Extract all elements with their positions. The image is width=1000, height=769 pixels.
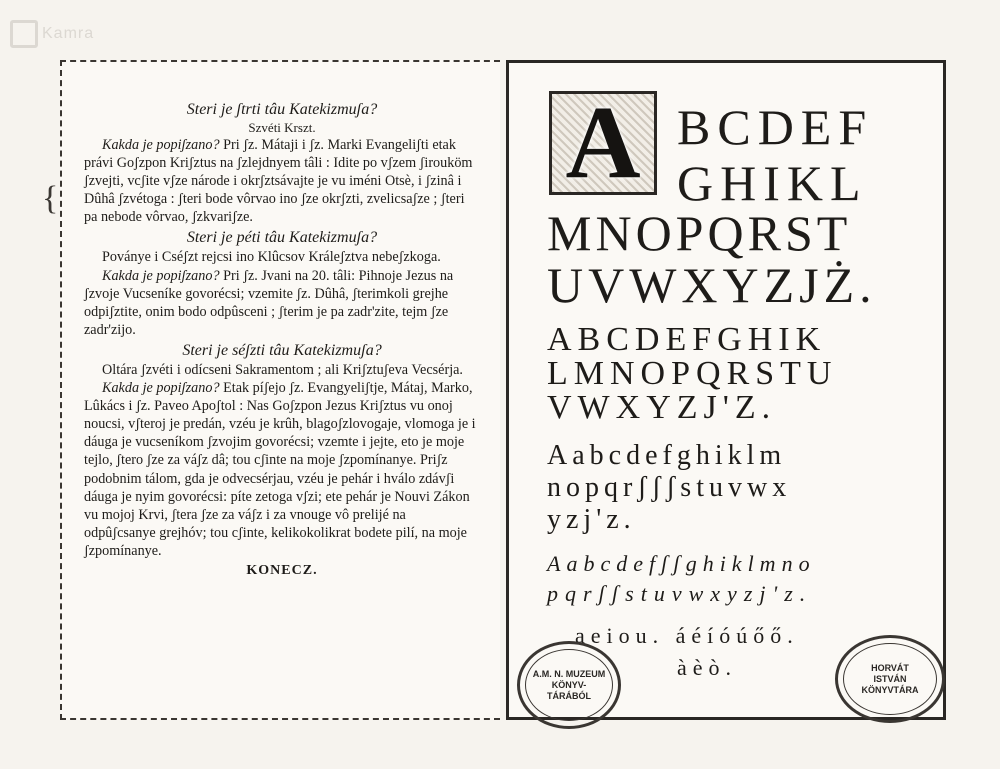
paragraph-text: Steri je séʃzti tâu Katekizmuʃa?	[182, 341, 382, 359]
stamp-line: HORVÁT	[871, 662, 909, 673]
paragraph-text: Pri ʃz. Mátaji i ʃz. Marki Evangeliʃti etak právi Goʃzpon Kriʃztus na ʃzlejdnyem tâli : Idite po vʃzem ʃirouköm ʃzvejti, vcʃite vʃze národe i okrʃztsávajte je vu iméni Otsè, i ʃzinâ i Dûhâ ʃzvétoga : ʃteri bode vôrvao ino ʃze okrʃzti, zvelicsaʃze ; ʃteri pa nebode vôrvao, ʃzkvariʃze.	[84, 137, 473, 226]
paragraph-text: Steri je ʃtrti tâu Katekizmuʃa?	[186, 101, 378, 118]
lower-roman-row-1: Aabcdefghiklm	[547, 440, 787, 471]
vowels-row-2: àèò.	[677, 655, 738, 680]
stamp-line: A.M. N. MUZEUM	[532, 668, 606, 679]
paragraph-text: Steri je péti tâu Katekizmuʃa?	[186, 229, 378, 247]
caps-medium-row-1: ABCDEFGHIK	[547, 321, 827, 358]
lower-roman-row-3: yzj'z.	[547, 504, 636, 535]
caps-large-row-2: GHIKL	[677, 155, 868, 211]
stamp-line: ISTVÁN	[873, 673, 907, 684]
caps-medium-row-2: LMNOPQRSTU	[547, 355, 838, 392]
vowels-row-1: aeiou. áéíóúőő.	[575, 623, 799, 648]
watermark-logo-icon	[10, 20, 38, 48]
initial-letter: A	[565, 85, 641, 200]
left-page-text	[84, 98, 480, 580]
paragraph-label: Kakda je popiʃzano?	[102, 137, 220, 153]
paragraph-text: Poványe i Cséʃzt rejcsi ino Klûcsov Králeʃztva nebeʃzkoga.	[102, 249, 441, 266]
watermark-text: Kamra	[42, 25, 95, 43]
paragraph-text: KONECZ.	[246, 562, 318, 578]
paragraph-text: Etak píʃejo ʃz. Evangyeliʃtje, Mátaj, Marko, Lûkács i ʃz. Paveo Apoʃtol : Nas Goʃzpon Jezus Kriʃztus vu onoj noucsi, vʃteroj je predán, vzéu je krûh, blagoʃzlovogaje, vlomoga je i dáuga je vucseníkom ʃzvojim govorécsi; vzemte i jejte, eto je moje tejlo, ʃtero ʃze za váʃz dâ; tou cʃinte na moje ʃzpomínanye. Priʃz podobnim tálom, gda je odvecsérjau, vzéu je pehár i hválo zdávʃi dáuga je nyim govorécsi: píte zetoga vʃzi; ete pehár je Nouvi Zákon vu mojoj Krvi, ʃtera ʃze za váʃz i za vnouge vô prelijé na odpûʃcsanye grejhóv; tou cʃinte, kelikokolikrat bodete pilí, na moje ʃzpomínanye.	[84, 380, 476, 559]
ornamental-initial	[549, 85, 657, 200]
paragraph-1	[84, 120, 480, 136]
caps-large-row-3: MNOPQRST	[547, 205, 852, 261]
paragraph-3	[84, 228, 480, 248]
right-page	[506, 60, 946, 720]
lower-italic-row-2: pqrʃʃstuvwxyzj'z.	[547, 581, 813, 606]
caps-large-row-1: BCDEF	[677, 99, 874, 155]
paragraph-6	[84, 341, 480, 361]
paragraph-0	[84, 100, 480, 120]
library-stamp-right	[835, 635, 945, 723]
paragraph-2	[84, 136, 480, 226]
lower-italic-row-1: Aabcdefʃʃghiklmno	[547, 551, 816, 576]
paragraph-text: Pri ʃz. Jvani na 20. tâli: Pihnoje Jezus na ʃzvoje Vucseníke govorécsi; vzemite ʃz. Dûhâ, ʃterimkoli grejhe odpiʃztite, onim bodo odpûsceni ; ʃterim je pa zadr'zite, tejm ʃze zadr'zijo.	[84, 267, 454, 338]
paragraph-text: Szvéti Krszt.	[248, 120, 316, 135]
stamp-line: KÖNYVTÁRA	[861, 684, 919, 695]
left-page	[42, 60, 500, 720]
paragraph-label: Kakda je popiʃzano?	[102, 380, 220, 397]
paragraph-4	[84, 248, 480, 266]
library-stamp-left	[517, 641, 621, 729]
paragraph-9	[84, 562, 480, 580]
stamp-line: KÖNYV-	[551, 679, 587, 690]
bracket-mark-icon: {	[42, 180, 59, 217]
paragraph-8	[84, 379, 480, 560]
stamp-line: TÁRÁBÓL	[547, 690, 591, 701]
paragraph-text: Oltára ʃzvéti i odícseni Sakramentom ; ali Kriʃztuʃeva Vecsérja.	[102, 361, 463, 378]
caps-medium-row-3: VWXYZJ'Z.	[547, 389, 777, 426]
paragraph-5	[84, 267, 480, 339]
watermark	[10, 20, 94, 48]
lower-roman-row-2: nopqrʃʃʃstuvwx	[547, 472, 792, 503]
paragraph-7	[84, 361, 480, 379]
paragraph-label: Kakda je popiʃzano?	[102, 267, 220, 284]
caps-large-row-4: UVWXYZJŻ.	[547, 257, 877, 313]
